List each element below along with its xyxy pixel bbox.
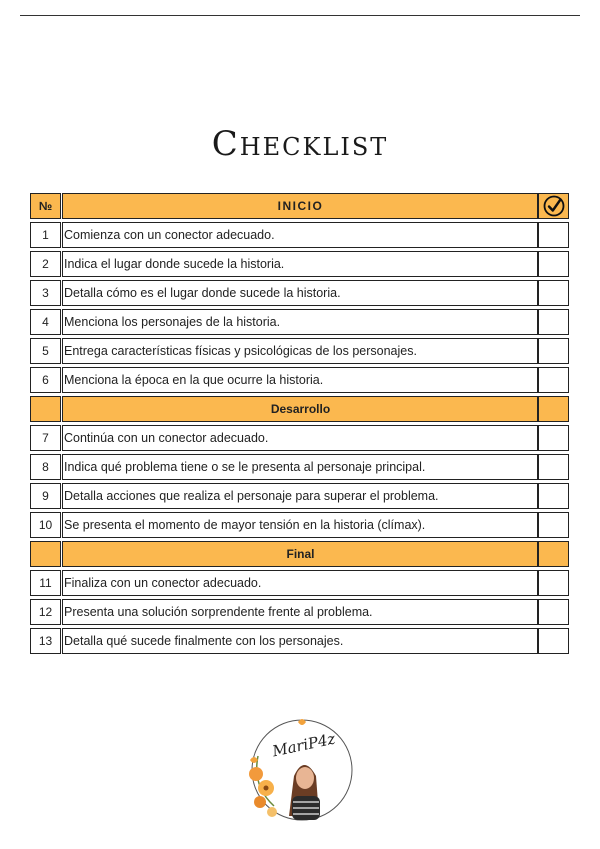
item-text: Menciona los personajes de la historia. (62, 309, 538, 335)
item-text: Detalla acciones que realiza el personaje para superar el problema. (62, 483, 538, 509)
item-checkbox[interactable] (538, 425, 569, 451)
checklist-row (30, 628, 570, 654)
item-checkbox[interactable] (538, 251, 569, 277)
logo-text: MariP4z (270, 729, 337, 761)
item-text: Continúa con un conector adecuado. (62, 425, 538, 451)
checklist-row (30, 599, 570, 625)
item-text: Comienza con un conector adecuado. (62, 222, 538, 248)
checklist-row (30, 425, 570, 451)
checklist-row (30, 483, 570, 509)
section-header-row (30, 396, 570, 422)
section-header-row (30, 193, 570, 219)
item-checkbox[interactable] (538, 570, 569, 596)
section-title: INICIO (62, 193, 538, 219)
item-text: Detalla cómo es el lugar donde sucede la historia. (62, 280, 538, 306)
section-title: Final (62, 541, 538, 567)
item-text: Finaliza con un conector adecuado. (62, 570, 538, 596)
item-checkbox[interactable] (538, 280, 569, 306)
item-number: 8 (30, 454, 61, 480)
item-number: 4 (30, 309, 61, 335)
number-header-cell (30, 541, 61, 567)
checklist-row (30, 251, 570, 277)
item-text: Detalla qué sucede finalmente con los personajes. (62, 628, 538, 654)
check-circle-icon (543, 195, 565, 217)
item-number: 10 (30, 512, 61, 538)
item-checkbox[interactable] (538, 599, 569, 625)
item-checkbox[interactable] (538, 222, 569, 248)
author-logo (244, 716, 356, 828)
item-text: Menciona la época en la que ocurre la historia. (62, 367, 538, 393)
checklist-row (30, 454, 570, 480)
item-text: Indica qué problema tiene o se le presenta al personaje principal. (62, 454, 538, 480)
item-checkbox[interactable] (538, 338, 569, 364)
check-header-cell (538, 396, 569, 422)
item-number: 13 (30, 628, 61, 654)
item-checkbox[interactable] (538, 367, 569, 393)
item-text: Indica el lugar donde sucede la historia. (62, 251, 538, 277)
item-checkbox[interactable] (538, 628, 569, 654)
number-header-cell: № (30, 193, 61, 219)
number-header-cell (30, 396, 61, 422)
page-title: Checklist (211, 124, 389, 164)
item-text: Presenta una solución sorprendente frente al problema. (62, 599, 538, 625)
item-number: 3 (30, 280, 61, 306)
section-title: Desarrollo (62, 396, 538, 422)
checklist-row (30, 309, 570, 335)
checklist-row (30, 222, 570, 248)
item-number: 9 (30, 483, 61, 509)
item-checkbox[interactable] (538, 454, 569, 480)
item-number: 5 (30, 338, 61, 364)
item-number: 12 (30, 599, 61, 625)
item-text: Entrega características físicas y psicológicas de los personajes. (62, 338, 538, 364)
item-number: 11 (30, 570, 61, 596)
item-number: 6 (30, 367, 61, 393)
section-header-row (30, 541, 570, 567)
item-checkbox[interactable] (538, 309, 569, 335)
checklist-row (30, 512, 570, 538)
checklist-row (30, 280, 570, 306)
item-checkbox[interactable] (538, 483, 569, 509)
item-number: 1 (30, 222, 61, 248)
checklist-row (30, 367, 570, 393)
item-text: Se presenta el momento de mayor tensión en la historia (clímax). (62, 512, 538, 538)
item-number: 7 (30, 425, 61, 451)
top-divider (20, 15, 580, 16)
item-checkbox[interactable] (538, 512, 569, 538)
item-number: 2 (30, 251, 61, 277)
check-header-cell (538, 541, 569, 567)
checklist-row (30, 338, 570, 364)
check-header-cell (538, 193, 569, 219)
checklist-row (30, 570, 570, 596)
